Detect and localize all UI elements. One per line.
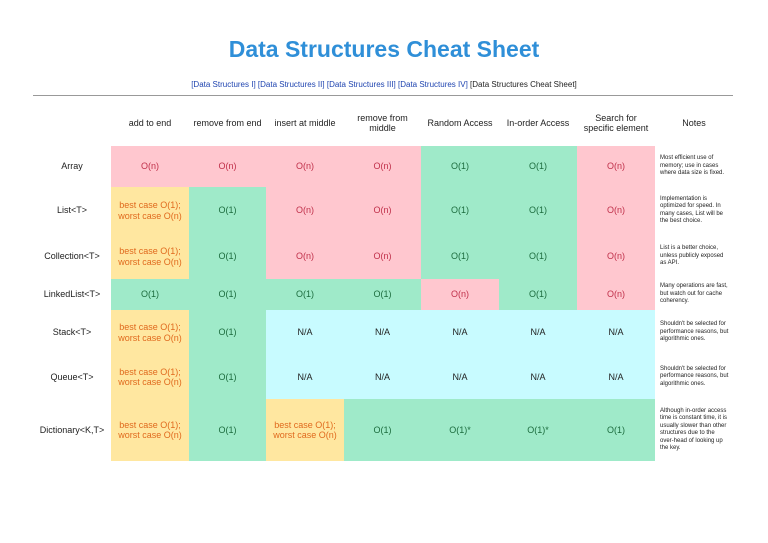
nav-link-ds3[interactable]: [Data Structures III] [326,80,396,89]
table-cell: O(n) [344,234,421,279]
table-cell: O(n) [189,146,266,187]
table-cell: O(1) [499,187,577,234]
col-header-remove-from-middle: remove from middle [357,112,408,133]
nav-link-ds1[interactable]: [Data Structures I] [191,80,256,89]
table-cell: best case O(1); worst case O(n) [111,355,189,399]
table-cell: O(n) [111,146,189,187]
table-cell: N/A [421,355,499,399]
row-note: Shouldn't be selected for performance reasons, but algorithmic ones. [660,321,729,343]
table-cell: O(n) [577,187,655,234]
col-header-insert-at-middle: insert at middle [274,117,336,128]
table-cell: best case O(1); worst case O(n) [111,310,189,355]
table-cell: O(1)* [499,399,577,461]
table-cell: best case O(1); worst case O(n) [111,234,189,279]
table-cell: N/A [344,310,421,355]
row-note: Although in-order access time is constant time, it is usually slower than other structures due to the over-head of looking up the key. [660,407,728,451]
row-note: Implementation is optimized for speed. In many cases, List will be the best choice. [660,195,724,224]
row-header-dictionary: Dictionary<K,T> [39,424,105,435]
table-cell: O(n) [577,234,655,279]
table-cell: O(n) [577,146,655,187]
col-header-add-to-end: add to end [128,117,172,128]
row-note: Most efficient use of memory; use in cases where data size is fixed. [660,155,725,177]
table-cell: best case O(1); worst case O(n) [111,399,189,461]
table-cell: O(1) [189,310,266,355]
table-cell: O(1) [189,355,266,399]
table-cell: N/A [421,310,499,355]
table-cell: N/A [266,355,344,399]
row-header-stack: Stack<T> [52,327,92,338]
col-header-random-access: Random Access [427,117,493,128]
table-cell: O(n) [421,279,499,310]
table-cell: O(1) [189,279,266,310]
table-cell: O(1) [189,187,266,234]
table-cell: O(1) [421,146,499,187]
col-header-search: Search for specific element [583,112,649,133]
table-cell: O(n) [266,234,344,279]
table-cell: O(n) [344,187,421,234]
table-cell: N/A [577,355,655,399]
breadcrumb-nav [0,80,768,89]
table-cell: O(1) [189,234,266,279]
table-cell: O(1) [421,187,499,234]
cheat-sheet-table [33,100,733,461]
table-cell: O(1)* [421,399,499,461]
table-cell: best case O(1); worst case O(n) [266,399,344,461]
row-header-linkedlist: LinkedList<T> [43,289,101,300]
row-note: List is a better choice, unless publicly exposed as API. [660,245,724,267]
col-header-notes: Notes [682,117,706,128]
table-cell: O(n) [344,146,421,187]
col-header-in-order-access: In-order Access [506,117,570,128]
row-header-queue: Queue<T> [50,371,94,382]
title-divider [33,95,733,96]
table-cell: N/A [499,355,577,399]
table-cell: O(1) [111,279,189,310]
corner-cell [33,100,111,146]
row-header-list: List<T> [56,205,87,216]
table-cell: O(n) [266,146,344,187]
page-title: Data Structures Cheat Sheet [228,36,540,62]
table-cell: O(1) [499,279,577,310]
nav-link-ds4[interactable]: [Data Structures IV] [398,80,468,89]
table-cell: O(n) [266,187,344,234]
table-cell: N/A [577,310,655,355]
table-cell: O(1) [577,399,655,461]
nav-current: [Data Structures Cheat Sheet] [470,80,577,89]
table-cell: O(1) [499,146,577,187]
table-cell: N/A [266,310,344,355]
table-cell: O(n) [577,279,655,310]
table-cell: O(1) [344,399,421,461]
row-header-collection: Collection<T> [44,251,100,262]
row-note: Shouldn't be selected for performance reasons, but algorithmic ones. [660,365,729,387]
row-note: Many operations are fast, but watch out for cache coherency. [660,283,728,305]
table-cell: N/A [499,310,577,355]
table-cell: O(1) [344,279,421,310]
table-cell: best case O(1); worst case O(n) [111,187,189,234]
col-header-remove-from-end: remove from end [193,117,262,128]
table-cell: O(1) [499,234,577,279]
row-header-array: Array [61,161,83,172]
table-cell: N/A [344,355,421,399]
table-cell: O(1) [189,399,266,461]
nav-link-ds2[interactable]: [Data Structures II] [257,80,325,89]
table-cell: O(1) [266,279,344,310]
table-cell: O(1) [421,234,499,279]
